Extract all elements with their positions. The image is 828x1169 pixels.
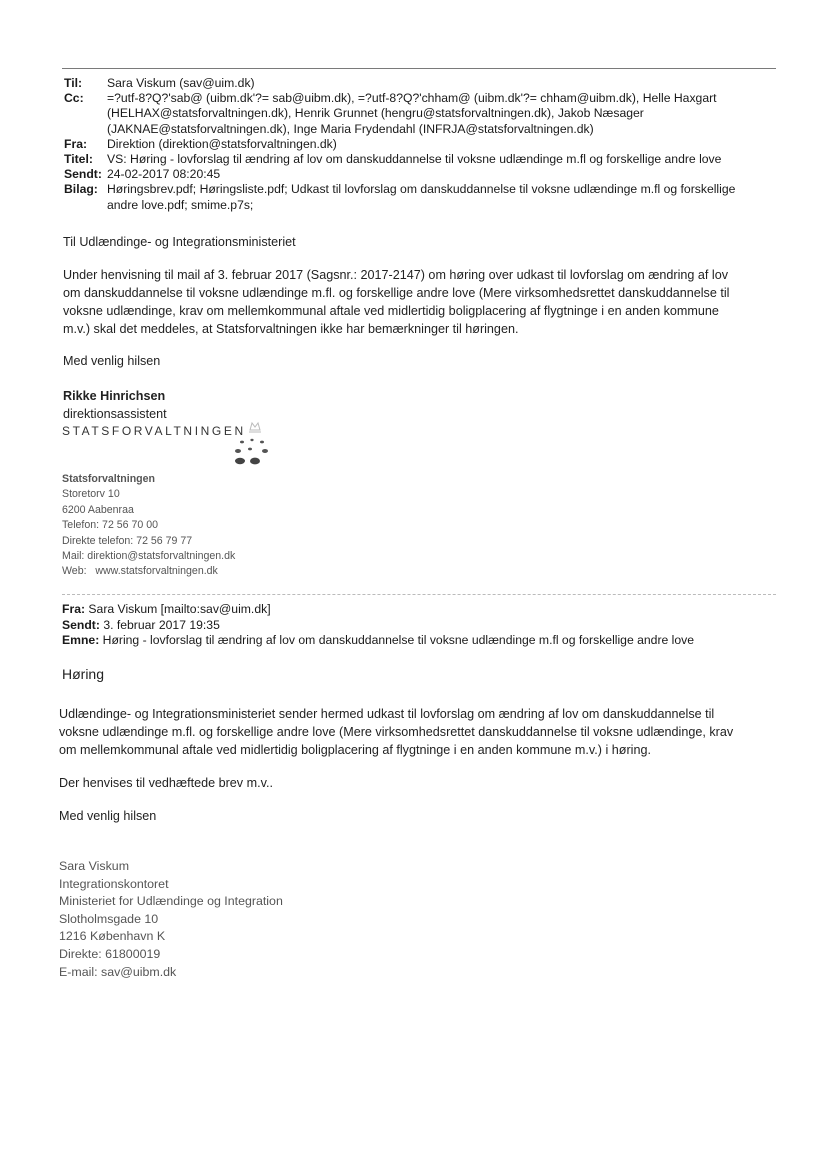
reply-closing: Med venlig hilsen [63,354,161,368]
forwarded-paragraph-line: Udlændinge- og Integrationsministeriet sender hermed udkast til lovforslag om ændring af lov om danskuddannelse til [59,707,715,721]
attachment-line: andre love.pdf; smime.p7s; [107,197,254,212]
header-attachments-row [64,182,784,212]
forwarded-header [62,602,782,649]
from-label: Fra: [64,136,88,151]
org-line: Mail: direktion@statsforvaltningen.dk [62,550,236,563]
sender-signature-line: Integrationskontoret [59,876,169,891]
header-title-row [64,152,784,167]
reply-paragraph [63,266,763,338]
org-line: Telefon: 72 56 70 00 [62,519,159,532]
cc-line: =?utf-8?Q?'sab@ (uibm.dk'?= sab@uibm.dk), =?utf-8?Q?'chham@ (uibm.dk'?= chham@uibm.dk), Helle Haxgart [107,91,717,106]
org-line: Direkte telefon: 72 56 79 77 [62,534,193,547]
organization-contact [62,472,235,580]
cc-line: (JAKNAE@statsforvaltningen.dk), Inge Maria Frydendahl (INFRJA@statsforvaltningen.dk) [107,121,594,136]
crown-dots-icon [224,420,282,474]
attachments-label: Bilag: [64,182,98,197]
top-divider [62,68,776,69]
signature-role: direktionsassistent [63,407,167,421]
forwarded-sent-label: Sendt: [62,617,100,632]
forwarded-paragraph-line: om mellemkommunal aftale ved midlertidig boligplacering af flygtninge i en anden kommune m.v.) i høring. [59,743,651,757]
to-value: Sara Viskum (sav@uim.dk) [107,76,255,90]
header-from-row [64,137,784,152]
sender-signature-line: Direkte: 61800019 [59,946,161,961]
forwarded-from-row [62,602,782,618]
forwarded-subject-value: Høring - lovforslag til ændring af lov om danskuddannelse til voksne udlændinge m.fl og forskellige andre love [102,633,695,648]
sender-signature-line: Sara Viskum [59,859,130,873]
org-name: Statsforvaltningen [62,473,156,485]
org-line: Storetorv 10 [62,488,120,501]
statsforvaltningen-logo [62,424,292,474]
org-line: 6200 Aabenraa [62,503,134,516]
sent-label: Sendt: [64,167,102,182]
forwarded-from-label: Fra: [62,602,86,616]
cc-label: Cc: [64,91,84,106]
forwarded-sent-value: 3. februar 2017 19:35 [103,617,220,632]
sender-signature-line: E-mail: sav@uibm.dk [59,964,177,979]
signature-block [63,387,763,423]
reply-paragraph-line: Under henvisning til mail af 3. februar 2017 (Sagsnr.: 2017-2147) om høring over udkast til lovforslag om ændring af lov [63,268,729,282]
title-value: VS: Høring - lovforslag til ændring af lov om danskuddannelse til voksne udlændinge m.fl og forskellige andre love [107,152,722,167]
email-header [64,76,784,213]
reply-paragraph-line: om danskuddannelse til voksne udlændinge m.fl. og forskellige andre love (Mere virksomhedsrettet danskuddannelse til [63,286,730,300]
sender-signature-line: 1216 København K [59,929,166,944]
forwarded-reference: Der henvises til vedhæftede brev m.v.. [59,776,273,790]
forwarded-paragraph [59,705,769,759]
logo-wordmark: STATSFORVALTNINGEN [62,424,246,438]
forwarded-closing: Med venlig hilsen [59,809,157,823]
forwarded-title: Høring [62,666,105,682]
header-cc-row [64,91,784,137]
title-label: Titel: [64,152,93,167]
forwarded-from-value: Sara Viskum [mailto:sav@uim.dk] [88,602,271,616]
attachment-line: Høringsbrev.pdf; Høringsliste.pdf; Udkast til lovforslag om danskuddannelse til voksne udlændinge m.fl og forskellige [107,182,736,197]
forwarded-sent-row [62,618,782,634]
attachments-value [107,182,784,212]
sender-signature-line: Ministeriet for Udlændinge og Integration [59,894,283,909]
forwarded-subject-row [62,633,782,649]
cc-value [107,91,784,137]
sender-signature-line: Slotholmsgade 10 [59,911,159,926]
from-value: Direktion (direktion@statsforvaltningen.dk) [107,136,337,151]
to-label: Til: [64,76,83,90]
org-line: Web: www.statsforvaltningen.dk [62,565,218,578]
forward-divider [62,594,776,595]
sender-signature [59,858,283,981]
signature-name: Rikke Hinrichsen [63,389,166,403]
forwarded-paragraph-line: voksne udlændinge m.fl. og forskellige andre love (Mere virksomhedsrettet danskuddannelse til voksne udlændinge, krav [59,725,734,739]
cc-line: (HELHAX@statsforvaltningen.dk), Henrik Grunnet (hengru@statsforvaltningen.dk), Jakob Næsager [107,106,644,121]
header-to-row [64,76,784,91]
header-sent-row [64,167,784,182]
reply-greeting: Til Udlændinge- og Integrationsministeriet [63,235,296,249]
reply-paragraph-line: m.v.) skal det meddeles, at Statsforvaltningen ikke har bemærkninger til høringen. [63,322,519,336]
reply-paragraph-line: voksne udlændinge, krav om mellemkommunal aftale ved midlertidig boligplacering af flygtninge i en anden kommune [63,304,719,318]
sent-value: 24-02-2017 08:20:45 [107,167,221,182]
forwarded-subject-label: Emne: [62,633,100,648]
